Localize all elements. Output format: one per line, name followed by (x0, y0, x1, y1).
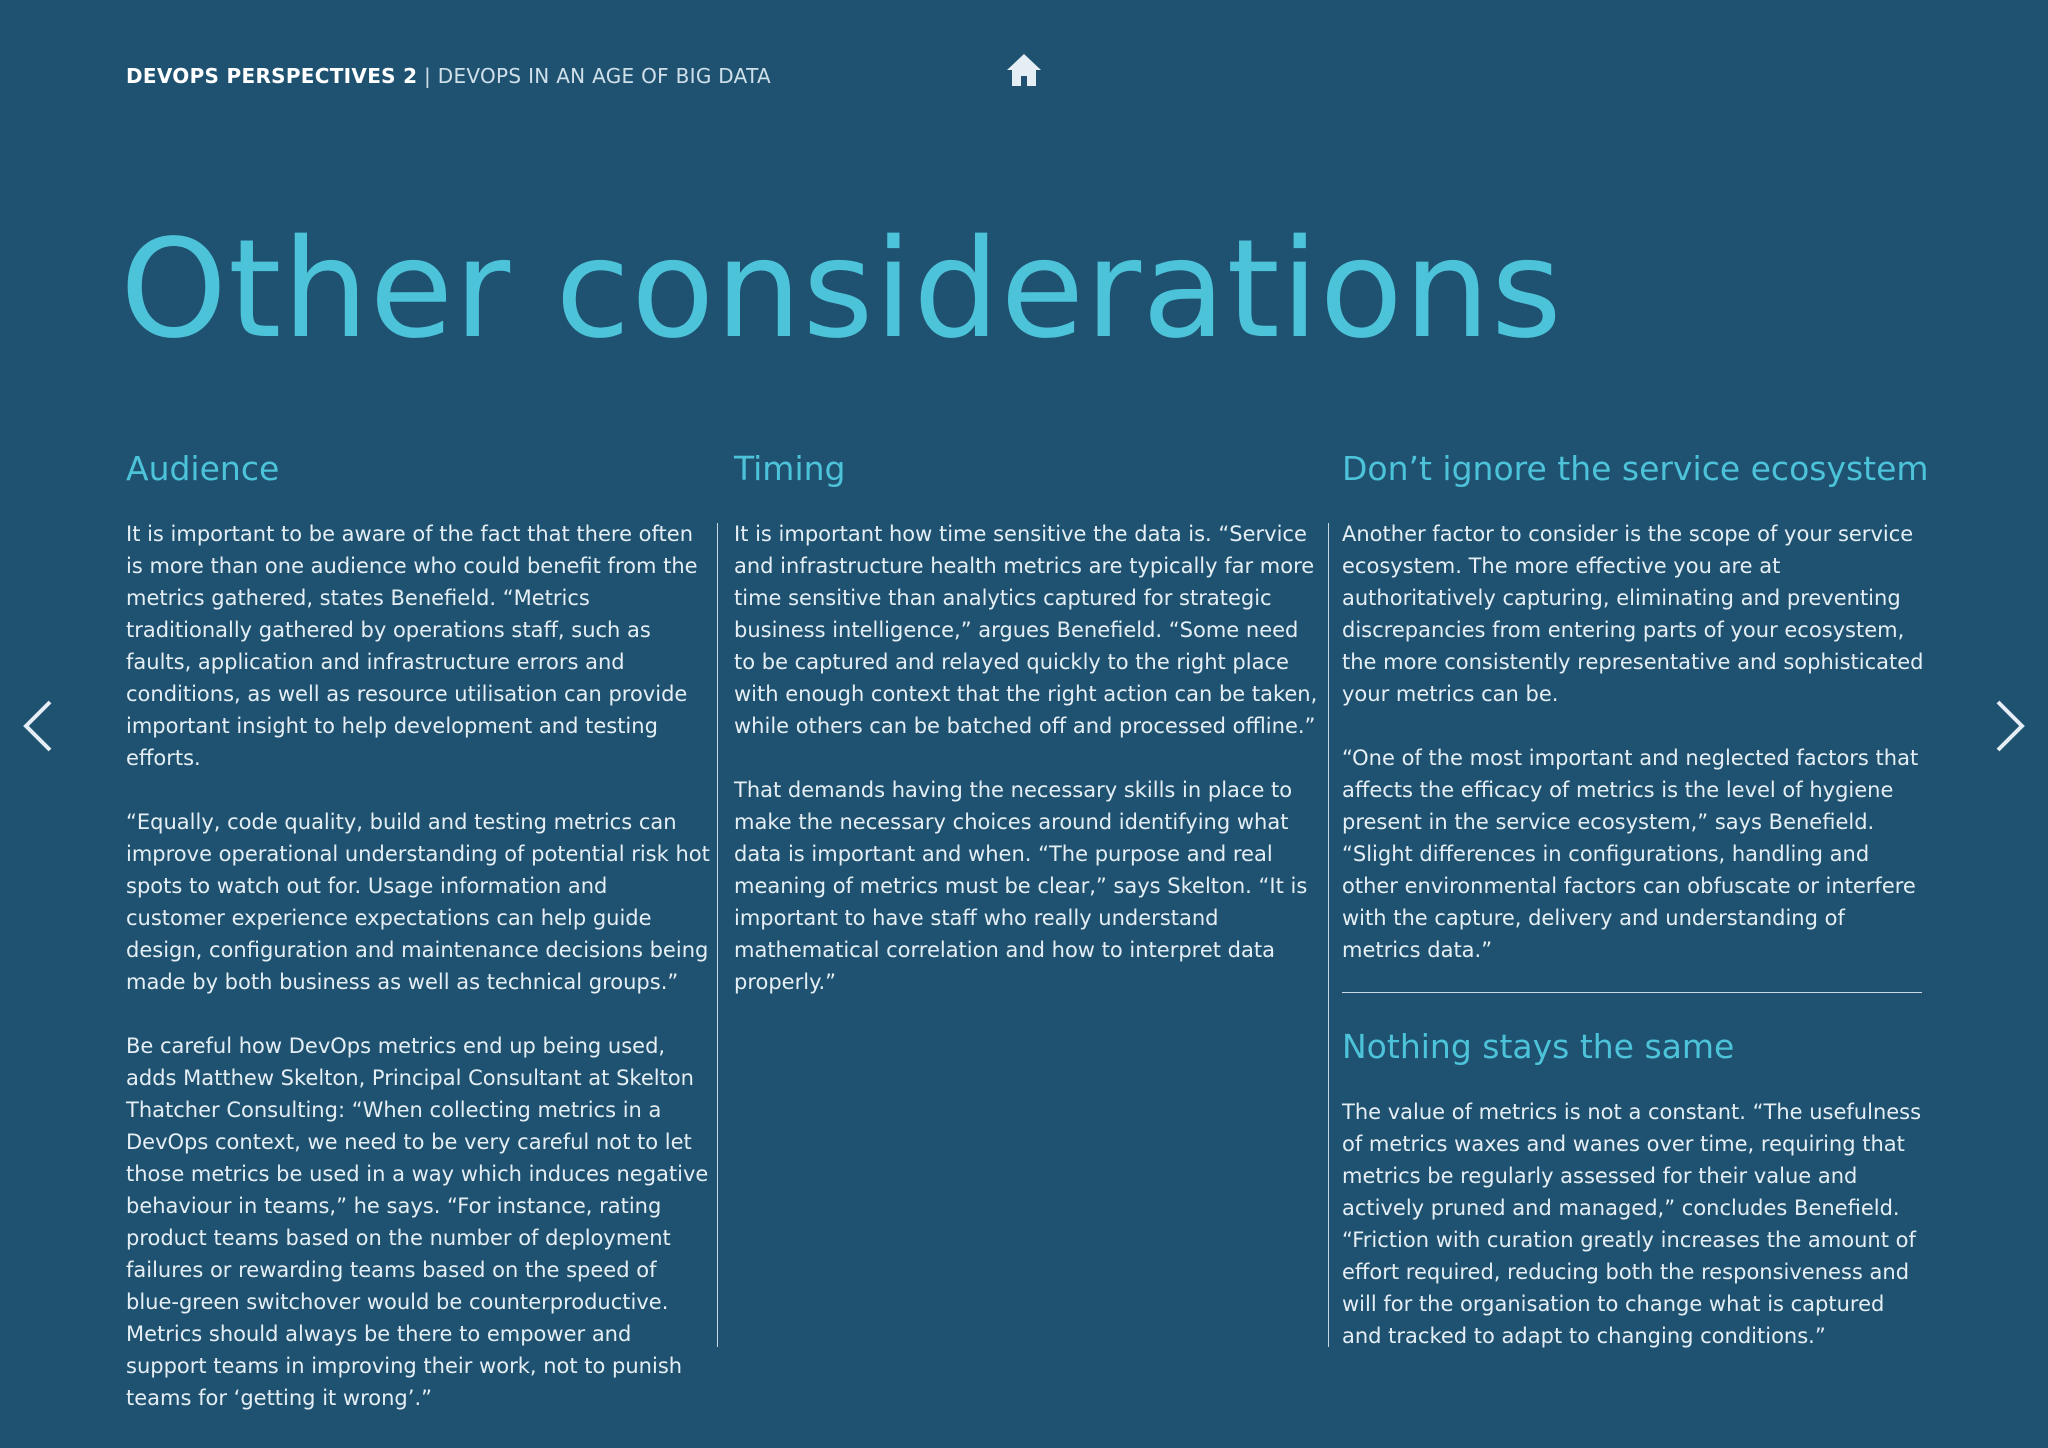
paragraph: The value of metrics is not a constant. “The usefulness of metrics waxes and wanes over time, requiring that metrics be regularly assessed for their value and actively pruned and managed,” concludes Benefield. “Friction with curation greatly increases the amount of effort required, reducing both the responsiveness and will for the organisation to change what is captured and tracked to adapt to changing conditions.” (1342, 1100, 1922, 1348)
section-heading: Audience (126, 449, 280, 488)
chevron-right-icon[interactable] (1992, 698, 2028, 754)
series-name: DEVOPS PERSPECTIVES 2 (126, 64, 418, 88)
section-service-ecosystem (1342, 445, 1927, 966)
home-icon[interactable] (1005, 52, 1043, 88)
section-body (1342, 518, 1927, 966)
paragraph: That demands having the necessary skills in place to make the necessary choices around identifying what data is important and when. “The purpose and real meaning of metrics must be clear,” says Skelton. “It is important to have staff who really understand mathematical correlation and how to interpret data properly.” (734, 778, 1308, 994)
section-audience (126, 445, 711, 1414)
section-nothing-stays-the-same (1342, 1023, 1927, 1352)
chevron-left-icon[interactable] (20, 698, 56, 754)
column-divider (1328, 523, 1329, 1347)
publication-subtitle: DEVOPS IN AN AGE OF BIG DATA (437, 64, 772, 88)
paragraph: It is important to be aware of the fact that there often is more than one audience who could benefit from the metrics gathered, states Benefield. “Metrics traditionally gathered by operations staff, such as faults, application and infrastructure errors and conditions, as well as resource utilisation can provide important insight to help development and testing efforts. (126, 522, 698, 770)
section-heading: Nothing stays the same (1342, 1027, 1735, 1066)
section-heading: Don’t ignore the service ecosystem (1342, 449, 1929, 488)
paragraph: Another factor to consider is the scope of your service ecosystem. The more effective you are at authoritatively capturing, eliminating and preventing discrepancies from entering parts of your ecosystem, the more consistently representative and sophisticated your metrics can be. (1342, 522, 1924, 706)
running-header (126, 64, 771, 88)
section-body (734, 518, 1319, 998)
section-timing (734, 445, 1319, 998)
section-body (126, 518, 711, 1414)
paragraph: Be careful how DevOps metrics end up being used, adds Matthew Skelton, Principal Consultant at Skelton Thatcher Consulting: “When collecting metrics in a DevOps context, we need to be very careful not to let those metrics be used in a way which induces negative behaviour in teams,” he says. “For instance, rating product teams based on the number of deployment failures or rewarding teams based on the speed of blue-green switchover would be counterproductive. Metrics should always be there to empower and support teams in improving their work, not to punish teams for ‘getting it wrong’.” (126, 1034, 709, 1410)
section-heading: Timing (734, 449, 846, 488)
section-body (1342, 1096, 1927, 1352)
section-divider (1342, 992, 1922, 993)
paragraph: It is important how time sensitive the data is. “Service and infrastructure health metrics are typically far more time sensitive than analytics captured for strategic business intelligence,” argues Benefield. “Some need to be captured and relayed quickly to the right place with enough context that the right action can be taken, while others can be batched off and processed offline.” (734, 522, 1318, 738)
paragraph: “Equally, code quality, build and testing metrics can improve operational understanding of potential risk hot spots to watch out for. Usage information and customer experience expectations can help guide design, configuration and maintenance decisions being made by both business as well as technical groups.” (126, 810, 710, 994)
paragraph: “One of the most important and neglected factors that affects the efficacy of metrics is the level of hygiene present in the service ecosystem,” says Benefield. “Slight differences in configurations, handling and other environmental factors can obfuscate or interfere with the capture, delivery and understanding of metrics data.” (1342, 746, 1919, 962)
header-separator: | (424, 64, 432, 88)
page-title: Other considerations (120, 211, 1563, 369)
column-divider (717, 523, 718, 1347)
